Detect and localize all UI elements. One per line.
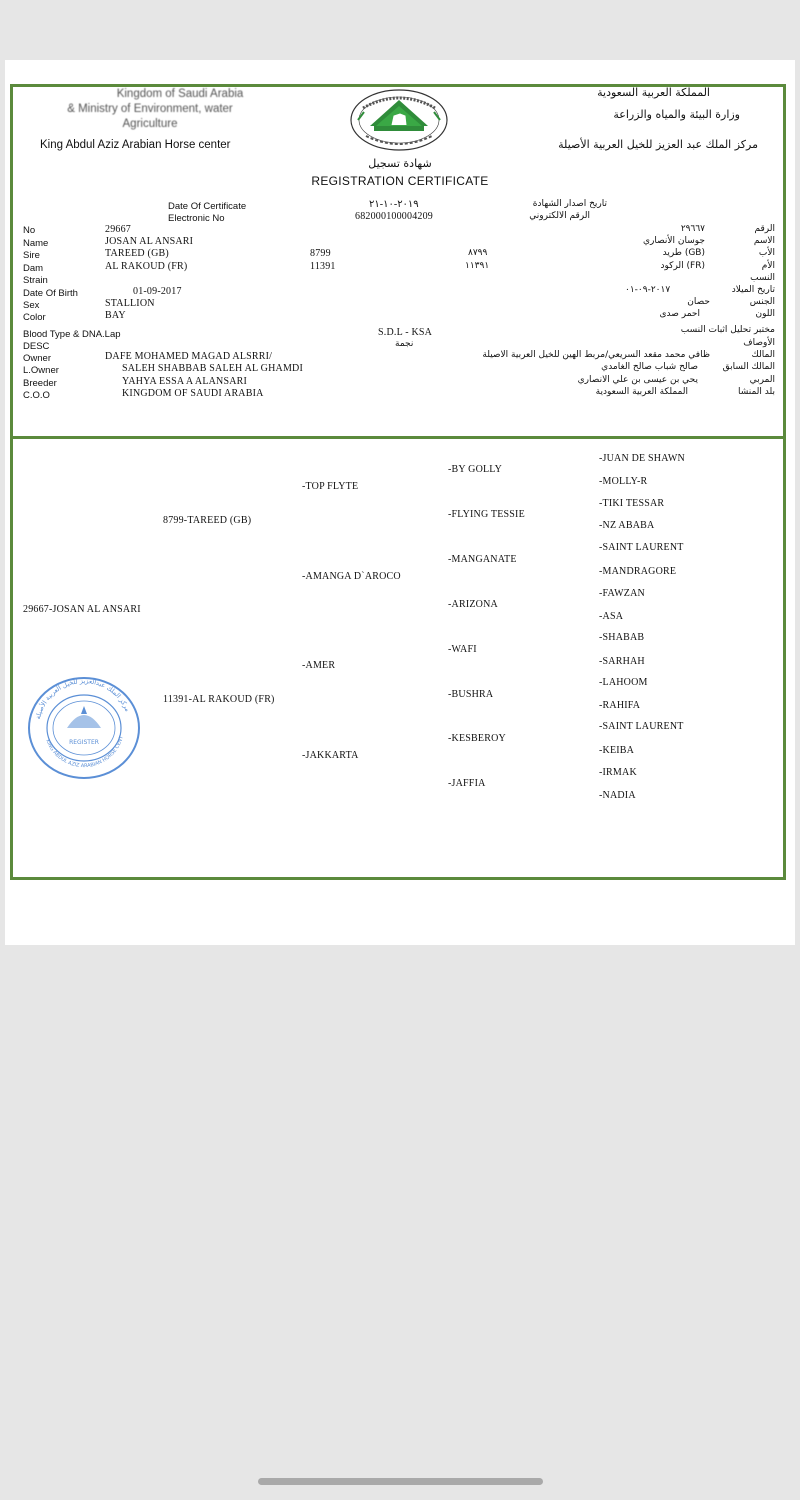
pedigree-gen3: -WAFI: [448, 644, 477, 655]
color-label: Color: [23, 312, 46, 323]
dob-label-ar: تاريخ الميلاد: [731, 285, 775, 295]
blood-value: S.D.L - KSA: [378, 327, 433, 338]
dam-reg: 11391: [310, 261, 336, 272]
color-label-ar: اللون: [755, 309, 775, 319]
sire-label-ar: الأب: [758, 248, 775, 258]
sire-value-ar: (GB) طريد: [662, 248, 705, 258]
owner-label: Owner: [23, 353, 51, 364]
breeder-value: YAHYA ESSA A ALANSARI: [122, 376, 248, 387]
title-ar: شهادة تسجيل: [368, 157, 432, 170]
dob-value-ar: ٢٠١٧-٠٩-٠١: [625, 285, 671, 295]
no-label-ar: الرقم: [754, 224, 775, 234]
lowner-value-ar: صالح شباب صالح الغامدي: [601, 362, 698, 372]
date-value: ٢٠١٩-١٠-٢١: [369, 199, 419, 210]
pedigree-gen3: -JAFFIA: [448, 778, 486, 789]
coo-label-ar: بلد المنشا: [737, 387, 775, 397]
pedigree-gen4: -SHABAB: [599, 632, 645, 643]
header-en-line1: Kingdom of Saudi Arabia: [116, 88, 244, 100]
pedigree-gen4: -SAINT LAURENT: [599, 721, 684, 732]
section-divider: [10, 436, 786, 439]
coo-value: KINGDOM OF SAUDI ARABIA: [122, 388, 264, 399]
coo-value-ar: المملكة العربية السعودية: [595, 387, 688, 397]
breeder-label: Breeder: [23, 378, 57, 389]
header-center-name: King Abdul Aziz Arabian Horse center: [40, 139, 231, 151]
pedigree-dam: 11391-AL RAKOUD (FR): [163, 694, 275, 705]
pedigree-gen4: -FAWZAN: [599, 588, 645, 599]
sex-label-ar: الجنس: [749, 297, 775, 307]
pedigree-gen4: -TIKI TESSAR: [599, 498, 665, 509]
dob-value: 01-09-2017: [133, 286, 182, 297]
electronic-label: Electronic No: [168, 213, 225, 224]
pedigree-gen4: -KEIBA: [599, 745, 635, 756]
no-value: 29667: [105, 224, 131, 235]
sire-reg-ar: ٨٧٩٩: [468, 248, 488, 258]
pedigree-gen4: -MOLLY-R: [599, 476, 648, 487]
owner-value-ar: ظافي محمد مقعد السريعي/مربط الهين للخيل العربية الاصيلة: [482, 350, 710, 360]
strain-label-ar: النسب: [750, 273, 775, 283]
breeder-label-ar: المربي: [749, 375, 775, 385]
date-label: Date Of Certificate: [168, 201, 247, 212]
dam-reg-ar: ١١٣٩١: [465, 261, 490, 271]
pedigree-gen3: -FLYING TESSIE: [448, 509, 525, 520]
name-value-ar: جوسان الأنصاري: [642, 236, 705, 246]
stamp-en-text: KING ABDUL AZIZ ARABIAN HORSE CENT: [44, 735, 125, 770]
home-indicator[interactable]: [258, 1478, 543, 1485]
pedigree-gen4: -NZ ABABA: [599, 520, 655, 531]
pedigree-gen3: -MANGANATE: [448, 554, 517, 565]
owner-label-ar: المالك: [751, 350, 775, 360]
pedigree-gen4: -JUAN DE SHAWN: [599, 453, 685, 464]
electronic-label-ar: الرقم الالكتروني: [529, 211, 590, 221]
blood-label: Blood Type & DNA.Lap: [23, 329, 121, 340]
lowner-label-ar: المالك السابق: [722, 362, 775, 372]
dam-label-ar: الأم: [761, 261, 775, 271]
desc-label: DESC: [23, 341, 50, 352]
pedigree-gen2: -TOP FLYTE: [302, 481, 359, 492]
name-label: Name: [23, 238, 49, 249]
owner-value: DAFE MOHAMED MAGAD ALSRRI/: [105, 351, 273, 362]
breeder-value-ar: يحي بن عيسى بن علي الانصاري: [577, 375, 698, 385]
registry-stamp: [27, 676, 141, 780]
pedigree-gen4: -NADIA: [599, 790, 636, 801]
coo-label: C.O.O: [23, 390, 50, 401]
pedigree-gen3: -ARIZONA: [448, 599, 498, 610]
date-label-ar: تاريخ اصدار الشهادة: [532, 199, 607, 209]
header-ar-line1: المملكة العربية السعودية: [597, 86, 710, 99]
stamp-register-text: REGISTER: [69, 739, 99, 746]
name-label-ar: الاسم: [753, 236, 775, 246]
dam-value: AL RAKOUD (FR): [105, 261, 188, 272]
pedigree-gen4: -ASA: [599, 611, 624, 622]
pedigree-gen4: -SAINT LAURENT: [599, 542, 684, 553]
pedigree-gen3: -BUSHRA: [448, 689, 494, 700]
pedigree-gen4: -MANDRAGORE: [599, 566, 677, 577]
color-value: BAY: [105, 310, 126, 321]
no-value-ar: ٢٩٦٦٧: [680, 224, 705, 234]
pedigree-sire: 8799-TAREED (GB): [163, 515, 252, 526]
lowner-label: L.Owner: [23, 365, 59, 376]
sex-label: Sex: [23, 300, 40, 311]
pedigree-gen2: -AMER: [302, 660, 336, 671]
strain-label: Strain: [23, 275, 48, 286]
lowner-value: SALEH SHABBAB SALEH AL GHAMDI: [122, 363, 303, 374]
pedigree-gen3: -KESBEROY: [448, 733, 506, 744]
pedigree-gen3: -BY GOLLY: [448, 464, 503, 475]
sire-reg: 8799: [310, 248, 331, 259]
desc-value-ar: نجمة: [395, 339, 414, 349]
sire-label: Sire: [23, 250, 40, 261]
pedigree-gen2: -JAKKARTA: [302, 750, 359, 761]
dob-label: Date Of Birth: [23, 288, 78, 299]
no-label: No: [23, 225, 36, 236]
sex-value: STALLION: [105, 298, 155, 309]
sire-value: TAREED (GB): [105, 248, 169, 259]
dam-value-ar: (FR) الركود: [660, 261, 705, 271]
dam-label: Dam: [23, 263, 44, 274]
header-en-line2: & Ministry of Environment, water: [67, 103, 233, 115]
title-en: REGISTRATION CERTIFICATE: [311, 174, 489, 188]
ministry-logo: [348, 86, 450, 156]
color-value-ar: احمر صدى: [659, 309, 700, 319]
name-value: JOSAN AL ANSARI: [105, 236, 194, 247]
pedigree-gen4: -IRMAK: [599, 767, 637, 778]
electronic-value: 682000100004209: [355, 211, 433, 222]
pedigree-gen4: -RAHIFA: [599, 700, 641, 711]
header-ar-line2: وزارة البيئة والمياه والزراعة: [613, 108, 740, 121]
desc-label-ar: الأوصاف: [743, 338, 775, 348]
stamp-outer-text: مركز الملك عبدالعزيز للخيل العربية الأصيلة: [33, 676, 132, 721]
blood-label-ar: مختبر تحليل اثبات النسب: [680, 325, 775, 335]
pedigree-horse: 29667-JOSAN AL ANSARI: [23, 604, 141, 615]
header-ar-line3: مركز الملك عبد العزيز للخيل العربية الأصيلة: [558, 138, 758, 151]
sex-value-ar: حصان: [687, 297, 710, 307]
pedigree-gen2: -AMANGA D`AROCO: [302, 571, 401, 582]
pedigree-gen4: -LAHOOM: [599, 677, 648, 688]
header-en-line3: Agriculture: [122, 118, 178, 130]
pedigree-gen4: -SARHAH: [599, 656, 645, 667]
